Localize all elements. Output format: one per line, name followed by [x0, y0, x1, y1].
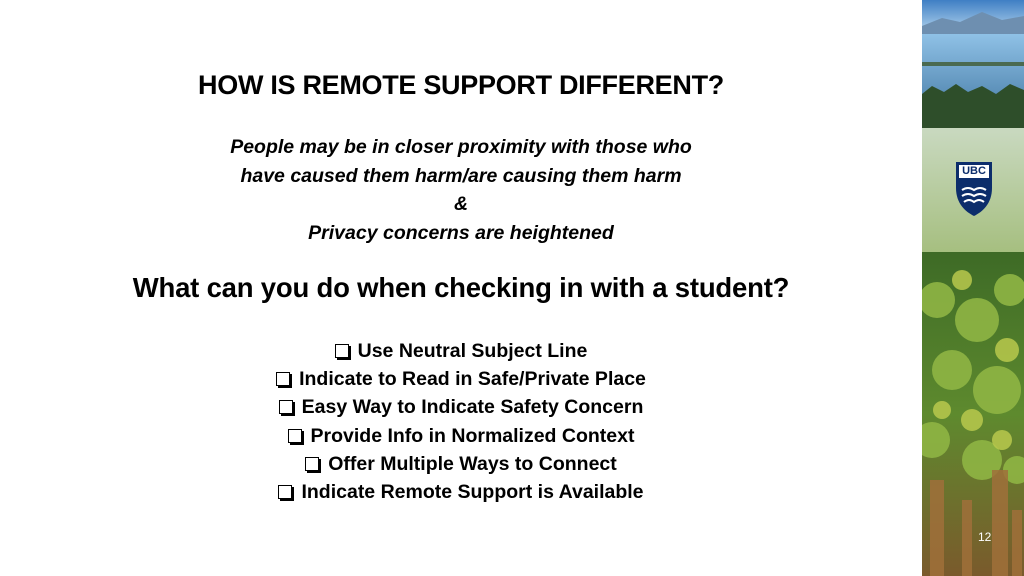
checklist-item [0, 393, 922, 421]
checklist-item-label: Easy Way to Indicate Safety Concern [301, 396, 644, 419]
question-heading: What can you do when checking in with a student? [132, 272, 790, 303]
checklist-item-label: Provide Info in Normalized Context [310, 424, 635, 447]
checkbox-icon [279, 400, 293, 414]
checklist-item-label: Indicate Remote Support is Available [301, 481, 644, 504]
checkbox-icon [276, 372, 290, 386]
checklist-item [0, 450, 922, 478]
checkbox-icon [305, 457, 319, 471]
subtitle-line: People may be in closer proximity with those who [230, 136, 692, 158]
checklist-item-label: Use Neutral Subject Line [357, 340, 588, 362]
landscape-image [922, 0, 1024, 576]
subtitle-block [0, 133, 922, 247]
side-image-panel [922, 0, 1024, 576]
checklist-item [0, 365, 922, 393]
checklist [0, 337, 922, 506]
checklist-item [0, 422, 922, 450]
checkbox-icon [335, 344, 349, 358]
checklist-item [0, 478, 922, 506]
checklist-item-label: Offer Multiple Ways to Connect [328, 452, 617, 475]
checkbox-icon [288, 429, 302, 443]
checkbox-icon [278, 485, 292, 499]
page-number: 12 [978, 530, 992, 544]
subtitle-ampersand: & [453, 193, 469, 215]
subtitle-line: Privacy concerns are heightened [308, 221, 614, 244]
checklist-item [0, 337, 922, 365]
subtitle-line: have caused them harm/are causing them harm [240, 164, 682, 187]
slide-title: HOW IS REMOTE SUPPORT DIFFERENT? [198, 70, 724, 100]
logo-text: UBC [962, 165, 986, 177]
checklist-item-label: Indicate to Read in Safe/Private Place [299, 368, 646, 391]
ubc-logo [954, 160, 994, 218]
